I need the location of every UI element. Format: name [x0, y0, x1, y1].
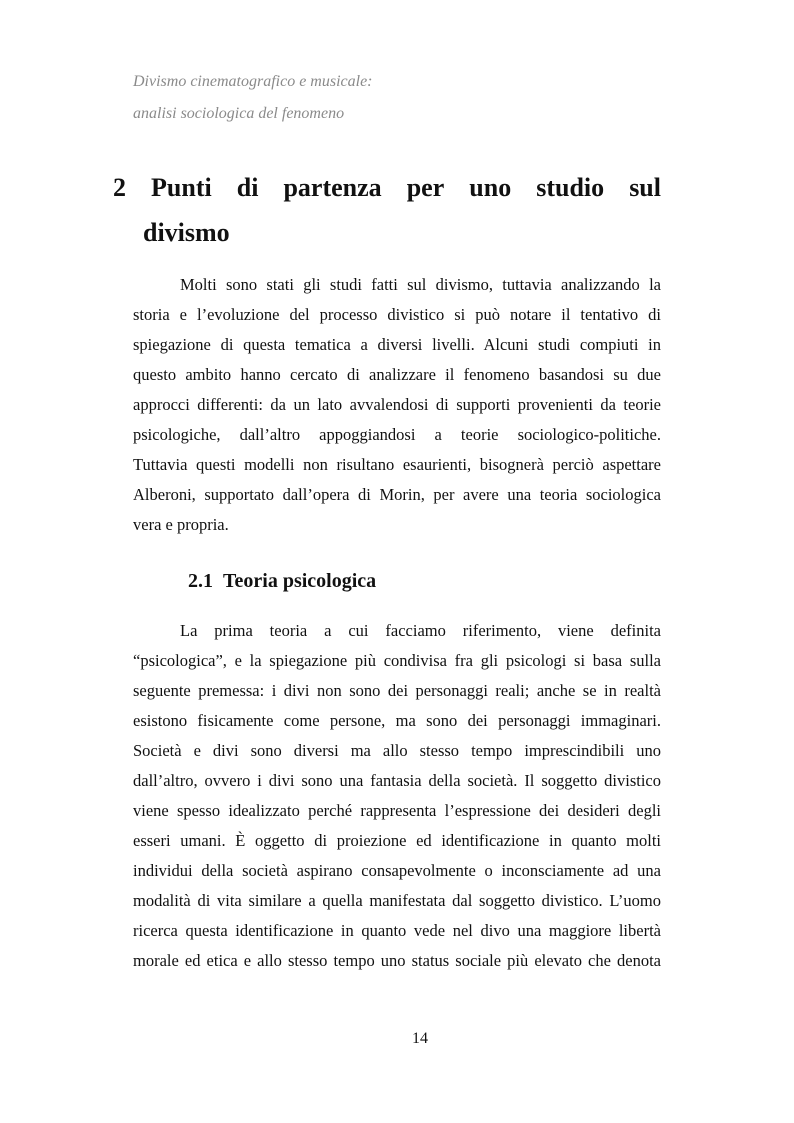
paragraph-line: morale ed etica e allo stesso tempo uno status sociale più elevato che denota — [133, 951, 661, 970]
paragraph-line: psicologiche, dall’altro appoggiandosi a teorie sociologico-politiche. — [133, 425, 661, 444]
paragraph-line: individui della società aspirano consapevolmente o inconsciamente ad una — [133, 861, 661, 880]
chapter-title-line-1 — [113, 165, 661, 210]
chapter-title-word: per — [406, 173, 445, 202]
chapter-number: 2 — [113, 173, 126, 202]
paragraph-line: viene spesso idealizzato perché rappresenta l’espressione dei desideri degli — [133, 801, 661, 820]
paragraph-line: approcci differenti: da un lato avvalendosi di supporti provenienti da teorie — [133, 395, 661, 414]
paragraph-line: ricerca questa identificazione in quanto vede nel divo una maggiore libertà — [133, 921, 661, 940]
paragraph-line: storia e l’evoluzione del processo divistico si può notare il tentativo di — [133, 305, 661, 324]
running-header — [133, 66, 373, 130]
paragraph-line: Società e divi sono diversi ma allo stesso tempo imprescindibili uno — [133, 741, 661, 760]
chapter-title-word: partenza — [283, 173, 382, 202]
section-title-text: Teoria psicologica — [223, 570, 377, 592]
chapter-title-word: Punti — [151, 173, 212, 202]
running-header-line-2: analisi sociologica del fenomeno — [133, 105, 345, 122]
paragraph-line: questo ambito hanno cercato di analizzare il fenomeno basandosi su due — [133, 365, 661, 384]
paragraph-line: Molti sono stati gli studi fatti sul divismo, tuttavia analizzando la — [180, 275, 661, 294]
chapter-title-word: uno — [469, 173, 512, 202]
section-paragraph — [133, 616, 661, 976]
paragraph-line: Alberoni, supportato dall’opera di Morin, per avere una teoria sociologica — [133, 485, 661, 504]
paragraph-line: esseri umani. È oggetto di proiezione ed identificazione in quanto molti — [133, 831, 661, 850]
paragraph-line: La prima teoria a cui facciamo riferimento, viene definita — [180, 621, 661, 640]
chapter-title-word: studio — [536, 173, 605, 202]
chapter-title — [113, 165, 661, 255]
chapter-title-word: sul — [629, 173, 661, 202]
section-number: 2.1 — [188, 570, 213, 592]
section-title — [188, 566, 376, 596]
chapter-title-line-2: divismo — [143, 218, 230, 247]
paragraph-line: modalità di vita similare a quella manifestata dal soggetto divistico. L’uomo — [133, 891, 661, 910]
paragraph-line: “psicologica”, e la spiegazione più condivisa fra gli psicologi si basa sulla — [133, 651, 661, 670]
chapter-title-word: di — [236, 173, 259, 202]
paragraph-line: seguente premessa: i divi non sono dei personaggi reali; anche se in realtà — [133, 681, 661, 700]
paragraph-line: dall’altro, ovvero i divi sono una fantasia della società. Il soggetto divistico — [133, 771, 661, 790]
paragraph-line: esistono fisicamente come persone, ma sono dei personaggi immaginari. — [133, 711, 661, 730]
paragraph-line: Tuttavia questi modelli non risultano esaurienti, bisognerà perciò aspettare — [133, 455, 661, 474]
page-number: 14 — [412, 1030, 428, 1047]
paragraph-line: vera e propria. — [133, 515, 229, 534]
paragraph-line: spiegazione di questa tematica a diversi livelli. Alcuni studi compiuti in — [133, 335, 661, 354]
intro-paragraph — [133, 270, 661, 540]
running-header-line-1: Divismo cinematografico e musicale: — [133, 73, 373, 90]
